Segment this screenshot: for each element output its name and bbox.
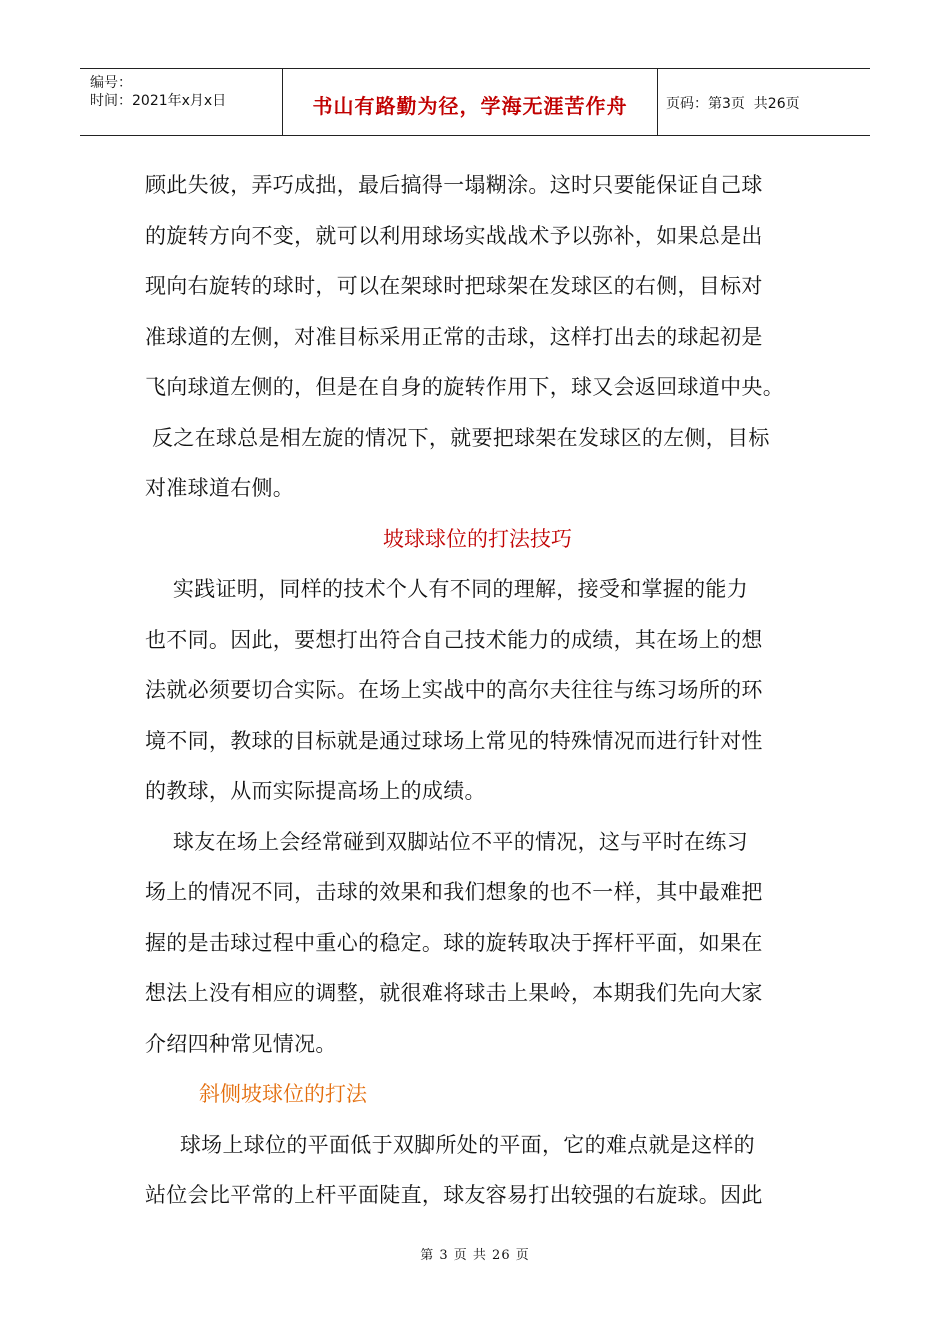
header-motto-cell <box>283 69 658 135</box>
paragraph-line: 准球道的左侧，对准目标采用正常的击球，这样打出去的球起初是 <box>145 324 763 349</box>
paragraph-line: 球友在场上会经常碰到双脚站位不平的情况，这与平时在练习 <box>145 829 748 854</box>
header-meta-cell <box>80 69 283 135</box>
document-header <box>80 68 870 136</box>
paragraph-line: 对准球道右侧。 <box>145 476 295 500</box>
section-heading: 坡球球位的打法技巧 <box>383 526 572 551</box>
time-label: 时间：2021年x月x日 <box>90 93 227 109</box>
paragraph-line: 想法上没有相应的调整，就很难将球击上果岭，本期我们先向大家 <box>145 981 763 1005</box>
paragraph-line: 球场上球位的平面低于双脚所处的平面，它的难点就是这样的 <box>145 1132 755 1157</box>
paragraph-line: 也不同。因此，要想打出符合自己技术能力的成绩，其在场上的想 <box>145 627 763 652</box>
paragraph-line: 现向右旋转的球时，可以在架球时把球架在发球区的右侧，目标对 <box>145 274 763 298</box>
paragraph-line: 飞向球道左侧的，但是在自身的旋转作用下，球又会返回球道中央。 <box>145 375 784 399</box>
paragraph-line: 的旋转方向不变，就可以利用球场实战战术予以弥补，如果总是出 <box>145 223 763 248</box>
paragraph-line: 介绍四种常见情况。 <box>145 1031 337 1056</box>
page-footer: 第 3 页 共 26 页 <box>420 1248 530 1263</box>
paragraph-line: 境不同，教球的目标就是通过球场上常见的特殊情况而进行针对性 <box>145 728 763 753</box>
page-info: 页码：第3页 共26页 <box>666 96 800 112</box>
number-label: 编号： <box>90 75 132 91</box>
document-body <box>145 160 810 1221</box>
paragraph-line: 顾此失彼，弄巧成拙，最后搞得一塌糊涂。这时只要能保证自己球 <box>145 173 763 197</box>
header-page-cell <box>658 69 870 135</box>
paragraph-line: 的教球，从而实际提高场上的成绩。 <box>145 779 486 803</box>
paragraph-line: 法就必须要切合实际。在场上实战中的高尔夫往往与练习场所的环 <box>145 678 763 702</box>
subsection-heading: 斜侧坡球位的打法 <box>199 1082 367 1106</box>
motto-text: 书山有路勤为径，学海无涯苦作舟 <box>312 93 628 118</box>
paragraph-line: 站位会比平常的上杆平面陡直，球友容易打出较强的右旋球。因此 <box>145 1183 763 1207</box>
paragraph-line: 场上的情况不同，击球的效果和我们想象的也不一样，其中最难把 <box>145 880 763 904</box>
paragraph-line: 反之在球总是相左旋的情况下，就要把球架在发球区的左侧，目标 <box>145 425 770 450</box>
paragraph-line: 实践证明，同样的技术个人有不同的理解，接受和掌握的能力 <box>145 577 748 601</box>
paragraph-line: 握的是击球过程中重心的稳定。球的旋转取决于挥杆平面，如果在 <box>145 930 763 955</box>
